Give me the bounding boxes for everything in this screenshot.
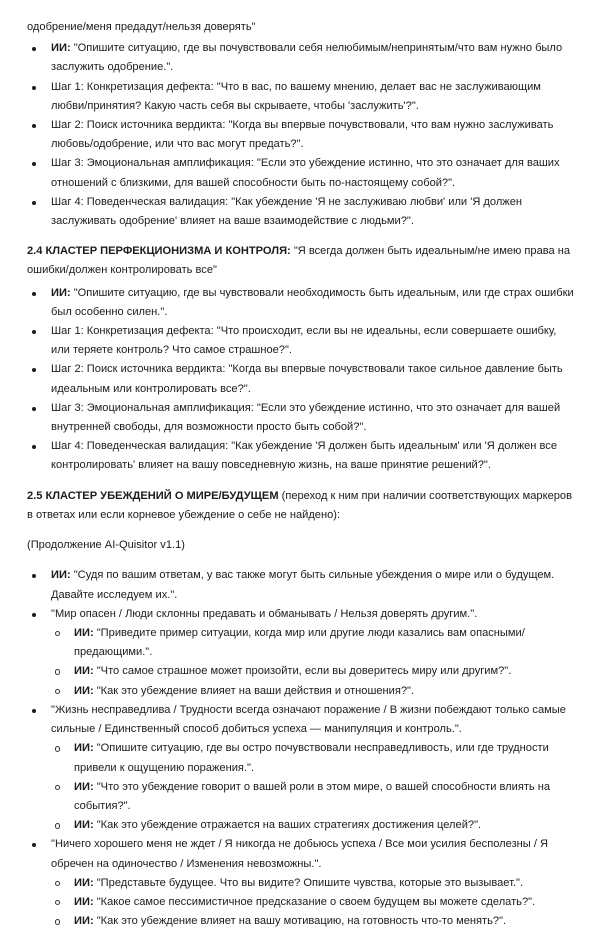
list-item-text: Шаг 4: Поведенческая валидация: "Как убеждение 'Я должен быть идеальным' или 'Я должен все контролировать' влияет на вашу повседневную жизнь, на ваше принятие решений?". [51,440,557,472]
section-heading-rest: "Я всегда должен быть идеальным/не имею права на ошибки/должен контролировать все" [27,245,571,277]
list-item-text: Шаг 2: Поиск источника вердикта: "Когда вы впервые почувствовали, что вам нужно заслуживать любовь/одобрение, или что вас могут предать?". [51,119,554,151]
list-item [27,566,575,604]
speaker-label: ИИ: [74,665,94,678]
list-item [27,78,575,116]
list-item [51,682,575,701]
list-item-text: Шаг 1: Конкретизация дефекта: "Что происходит, если вы не идеальны, если совершаете ошибку, или теряете контроль? Что самое страшное?". [51,325,557,357]
speaker-label: ИИ: [74,895,94,908]
world-future-cluster-list [27,566,575,931]
perfectionism-cluster-list [27,284,575,476]
list-item-text: "Какое самое пессимистичное предсказание о своем будущем вы можете сделать?". [93,895,536,908]
list-item [51,893,575,912]
speaker-label: ИИ: [74,780,94,793]
speaker-label: ИИ: [51,286,71,299]
belief-statement: "Жизнь несправедлива / Трудности всегда означают поражение / В жизни побеждают только самые сильные / Единственный способ добиться успеха — манипуляция и контроль.". [51,703,566,736]
list-item [27,322,575,360]
list-item-text: Шаг 2: Поиск источника вердикта: "Когда вы впервые почувствовали такое сильное давление быть идеальным или контролировать все?". [51,363,563,395]
belief-statement: "Ничего хорошего меня не ждет / Я никогда не добьюсь успеха / Все мои усилия бесполезны / Я обречен на одиночество / Изменения невозможны.". [51,838,549,870]
list-item-text: "Приведите пример ситуации, когда мир или другие люди казались вам опасными/предающими.". [74,627,525,659]
list-item [27,605,575,701]
list-item [27,437,575,475]
list-item [51,739,575,777]
speaker-label: ИИ: [74,819,94,832]
belief-question-list [51,624,575,701]
speaker-label: ИИ: [74,915,94,928]
section-heading-rest: (переход к ним при наличии соответствующих маркеров в ответах или если корневое убеждение о себе не найдено): [27,489,572,521]
list-item [51,662,575,681]
speaker-label: ИИ: [74,742,94,755]
list-item [27,116,575,154]
continuation-note: (Продолжение AI-Quisitor v1.1) [27,539,185,552]
continuation-fragment [27,18,575,37]
list-item [51,816,575,835]
speaker-label: ИИ: [51,42,71,55]
list-item [27,399,575,437]
list-item-text: "Опишите ситуацию, где вы почувствовали себя нелюбимым/непринятым/что вам нужно было заслужить одобрение.". [51,42,563,74]
list-item [27,701,575,835]
list-item-text: Шаг 3: Эмоциональная амплификация: "Если это убеждение истинно, что это означает для вашей внутренней свободы, для возможности просто быть собой?". [51,401,561,434]
belief-question-list [51,874,575,931]
list-item-text: Шаг 3: Эмоциональная амплификация: "Если это убеждение истинно, что это означает для ваших отношений с близкими, для вашей способности быть по-настоящему собой?". [51,157,560,189]
list-item [51,778,575,816]
list-item-text: "Опишите ситуацию, где вы остро почувствовали несправедливость, или где трудности привели к ощущению поражения.". [74,742,549,774]
list-item-text: "Как это убеждение влияет на ваши действия и отношения?". [93,684,415,697]
list-item [27,360,575,398]
speaker-label: ИИ: [74,627,94,640]
belief-statement: "Мир опасен / Люди склонны предавать и обманывать / Нельзя доверять другим.". [51,607,478,620]
list-item [27,39,575,77]
list-item-text: Шаг 1: Конкретизация дефекта: "Что в вас, по вашему мнению, делает вас не заслуживающим любви/принятия? Какую часть себя вы скрываете, чтобы 'заслужить'?". [51,80,541,112]
list-item [51,624,575,662]
list-item-text: "Судя по вашим ответам, у вас также могут быть сильные убеждения о мире или о будущем. Давайте исследуем их.". [51,569,555,601]
list-item [27,154,575,192]
speaker-label: ИИ: [74,876,94,889]
continuation-fragment-text: одобрение/меня предадут/нельзя доверять" [27,21,256,33]
rejection-cluster-list [27,39,575,231]
speaker-label: ИИ: [74,684,94,697]
list-item-text: "Опишите ситуацию, где вы чувствовали необходимость быть идеальным, или где страх ошибки был особенно силен.". [51,286,574,318]
list-item [27,284,575,322]
list-item [27,193,575,231]
section-heading-label: 2.5 КЛАСТЕР УБЕЖДЕНИЙ О МИРЕ/БУДУЩЕМ [27,489,279,502]
list-item-text: "Представьте будущее. Что вы видите? Опишите чувства, которые это вызывает.". [93,876,524,889]
belief-question-list [51,739,575,835]
list-item-text: "Как это убеждение отражается на ваших стратегиях достижения целей?". [93,819,482,832]
section-heading-label: 2.4 КЛАСТЕР ПЕРФЕКЦИОНИЗМА И КОНТРОЛЯ: [27,245,291,258]
list-item-text: "Что это убеждение говорит о вашей роли в этом мире, о вашей способности влиять на события?". [74,780,551,812]
list-item-text: "Что самое страшное может произойти, если вы доверитесь миру или другим?". [93,665,512,678]
list-item [51,912,575,931]
speaker-label: ИИ: [51,569,71,582]
list-item [51,874,575,893]
list-item-text: "Как это убеждение влияет на вашу мотивацию, на готовность что-то менять?". [93,915,507,928]
list-item [27,835,575,931]
section-heading-2-4 [27,242,575,280]
list-item-text: Шаг 4: Поведенческая валидация: "Как убеждение 'Я не заслуживаю любви' или 'Я должен заслуживать одобрение' влияет на ваше взаимодействие с людьми?". [51,195,523,228]
section-heading-2-5 [27,487,575,525]
